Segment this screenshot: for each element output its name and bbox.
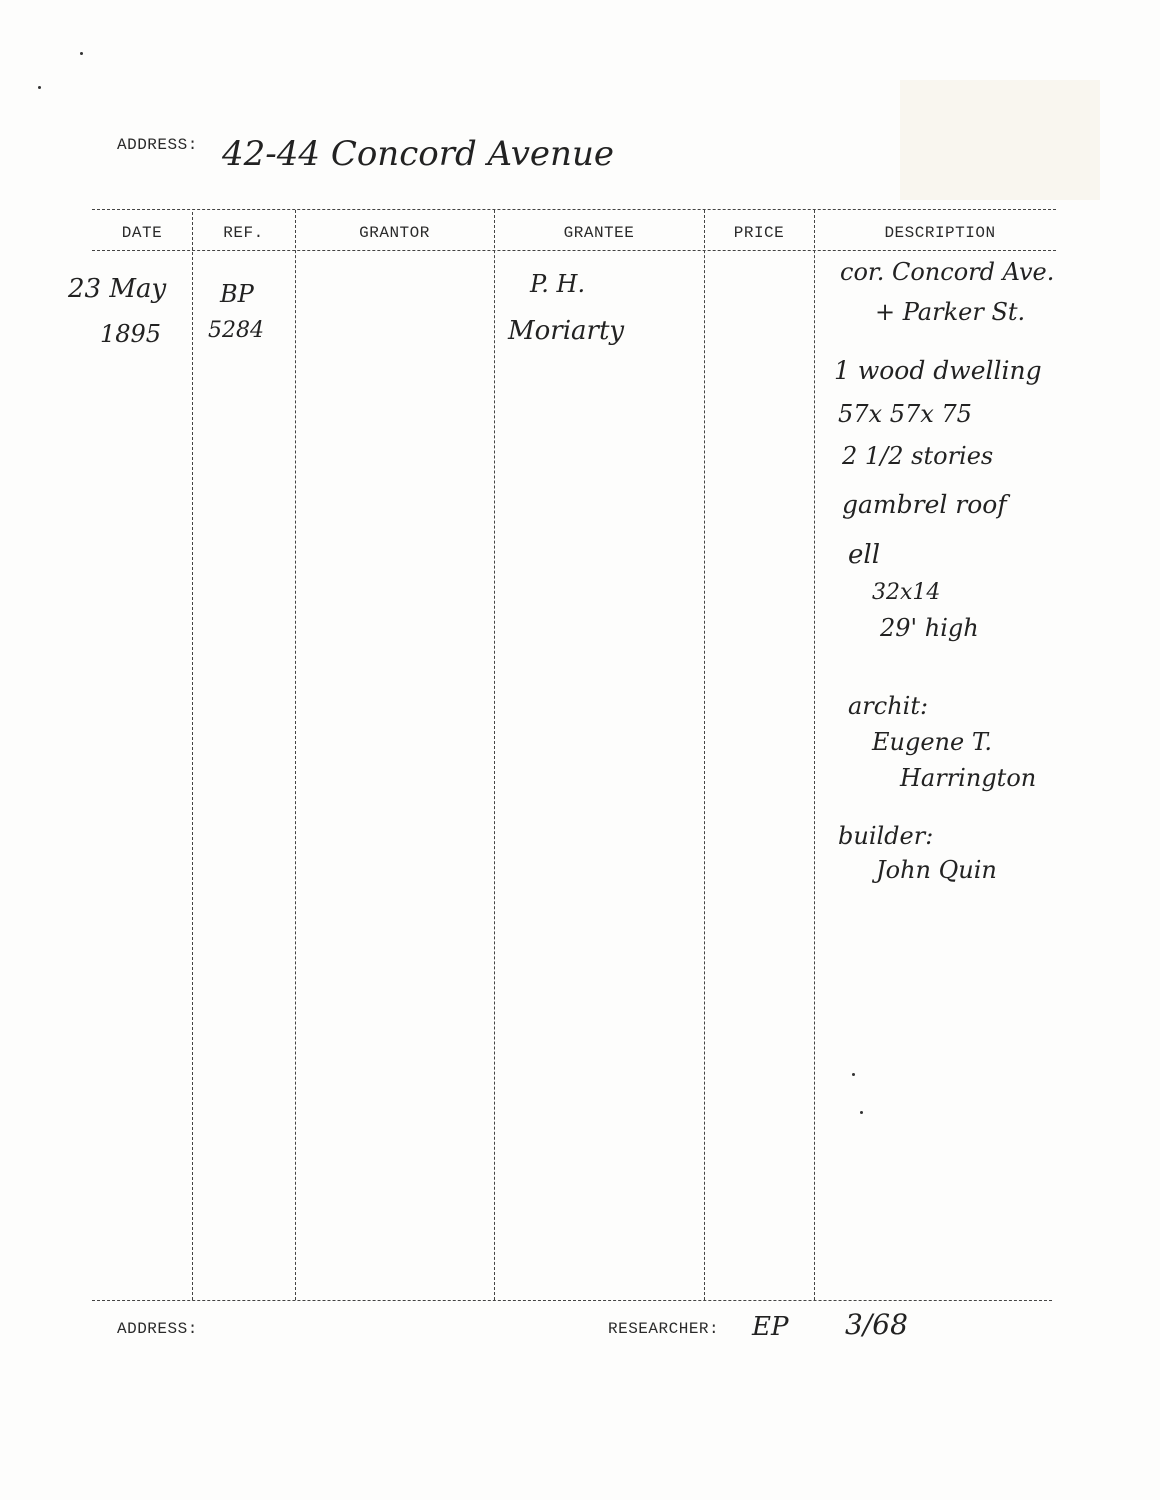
grantee-entry-line: Moriarty	[508, 316, 625, 346]
table-bottom-rule	[92, 1300, 1052, 1301]
column-divider	[295, 210, 296, 1300]
description-line: archit:	[848, 692, 929, 720]
description-line: Harrington	[900, 764, 1037, 792]
address-value: 42-44 Concord Avenue	[222, 134, 614, 174]
description-line: John Quin	[876, 856, 997, 884]
column-header-grantee: GRANTEE	[563, 224, 635, 242]
description-line: gambrel roof	[842, 490, 1007, 519]
date-entry-line: 23 May	[68, 274, 167, 304]
ref-entry-line: 5284	[208, 318, 264, 343]
description-line: 2 1/2 stories	[842, 442, 994, 470]
ref-entry-line: BP	[220, 280, 254, 308]
description-line: + Parker St.	[875, 298, 1026, 326]
column-header-date: DATE	[121, 224, 163, 242]
column-header-description: DESCRIPTION	[884, 224, 996, 242]
column-header-ref: REF.	[223, 224, 264, 242]
stray-dot	[852, 1073, 855, 1076]
description-line: Eugene T.	[872, 728, 992, 756]
description-line: 29' high	[880, 614, 979, 642]
table-top-rule	[92, 209, 1056, 210]
description-line: 32x14	[872, 580, 941, 605]
corner-mark	[38, 86, 41, 89]
footer-address-label: ADDRESS:	[117, 1320, 198, 1338]
column-divider	[192, 212, 193, 1300]
column-divider	[494, 210, 495, 1300]
researcher-initials: EP	[752, 1312, 789, 1342]
description-line: ell	[848, 540, 881, 570]
table-header-rule	[92, 250, 1056, 251]
description-line: 1 wood dwelling	[834, 356, 1042, 385]
paper-discoloration	[900, 80, 1100, 200]
researcher-label: RESEARCHER:	[608, 1320, 720, 1338]
corner-mark	[80, 52, 83, 55]
description-line: cor. Concord Ave.	[840, 258, 1055, 286]
column-header-price: PRICE	[733, 224, 785, 242]
date-entry-line: 1895	[100, 320, 162, 348]
researcher-date: 3/68	[845, 1308, 908, 1341]
description-line: 57x 57x 75	[838, 400, 972, 428]
address-label: ADDRESS:	[117, 136, 198, 154]
grantee-entry-line: P. H.	[530, 270, 586, 298]
description-line: builder:	[838, 822, 934, 850]
column-divider	[704, 210, 705, 1300]
column-header-grantor: GRANTOR	[359, 224, 430, 242]
column-divider	[814, 210, 815, 1300]
stray-dot	[860, 1111, 863, 1114]
